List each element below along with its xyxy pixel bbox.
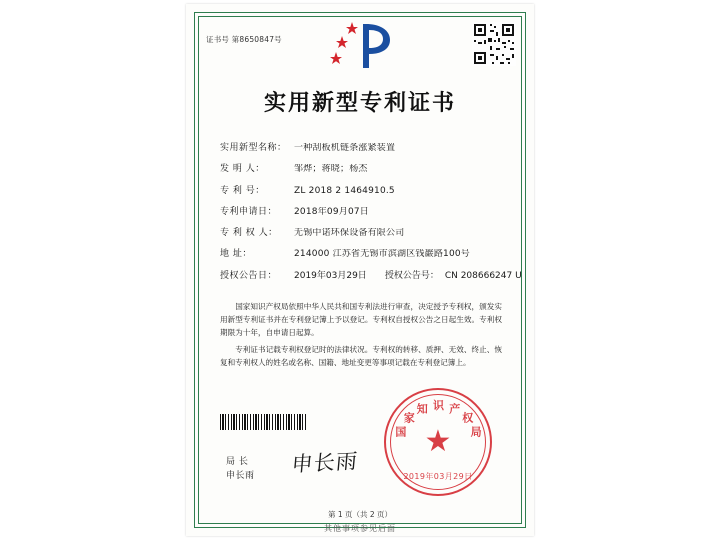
grant-row [220,270,522,282]
field-label: 实用新型名称： [220,143,287,153]
handwritten-signature [292,446,388,484]
signature-text: 申长雨 [290,449,360,477]
field-row [220,164,508,175]
qr-code-icon [472,22,516,66]
bottom-note: 其他事项参见后面 [324,524,396,533]
certificate-header [202,18,518,76]
field-value: 2018年09月07日 [294,206,370,217]
seal-char: 局 [470,425,482,439]
seal-char: 知 [416,402,428,416]
seal-char: 国 [395,425,407,439]
star-icon: ★ [424,424,452,459]
page-number: 第 1 页（共 2 页） [327,510,393,519]
field-label: 专 利 权 人： [220,228,278,239]
grant-publication-label: 授权公告号： [384,270,439,281]
field-value: 邹烨；蒋晓；杨杰 [294,164,368,175]
legal-text [202,300,518,369]
grant-date-value: 2019年03月29日 [294,270,367,281]
page-title: 实用新型专利证书 [263,91,456,116]
field-label: 专利申请日： [220,206,278,217]
seal-char: 产 [449,402,461,416]
field-row [220,228,508,239]
certificate-content [202,18,522,522]
director-label: 局 长 [226,457,249,468]
grant-date-label: 授权公告日： [220,270,278,281]
seal-char: 家 [403,411,415,425]
certificate-number: 证书号 第8650847号 [206,35,282,44]
field-label: 专 利 号： [220,185,265,196]
field-value: ZL 2018 2 1464910.5 [294,185,395,196]
legal-paragraph: 国家知识产权局依照中华人民共和国专利法进行审查，决定授予专利权，颁发实用新型专利证书并在专利登记簿上予以登记。专利权自授权公告之日起生效。专利权期限为十年，自申请日起算。 [220,301,502,337]
director-block [226,456,255,484]
field-row [220,143,508,154]
field-label: 地 址： [220,249,252,260]
field-value: 214000 江苏省无锡市滨湖区钱巖路100号 [294,249,470,260]
official-seal [384,388,492,496]
seal-date: 2019年03月29日 [403,472,473,481]
field-value: 一种刮板机链条涨紧装置 [294,143,396,153]
cnipa-logo-icon [322,20,398,72]
legal-paragraph: 专利证书记载专利权登记时的法律状况。专利权的转移、质押、无效、终止、恢复和专利权人的姓名或名称、国籍、地址变更等事项记载在专利登记簿上。 [220,344,502,367]
field-value: 无锡中诺环保设备有限公司 [294,228,405,239]
field-label: 发 明 人： [220,164,265,175]
field-row [220,186,508,197]
field-row [220,207,508,218]
grant-publication-value: CN 208666247 U [444,270,522,281]
seal-char: 权 [462,411,474,425]
patent-fields [202,143,522,282]
barcode-icon [220,414,306,430]
field-row [220,249,508,260]
patent-certificate [186,4,534,536]
seal-char: 识 [433,399,444,412]
director-name: 申长雨 [226,471,255,482]
